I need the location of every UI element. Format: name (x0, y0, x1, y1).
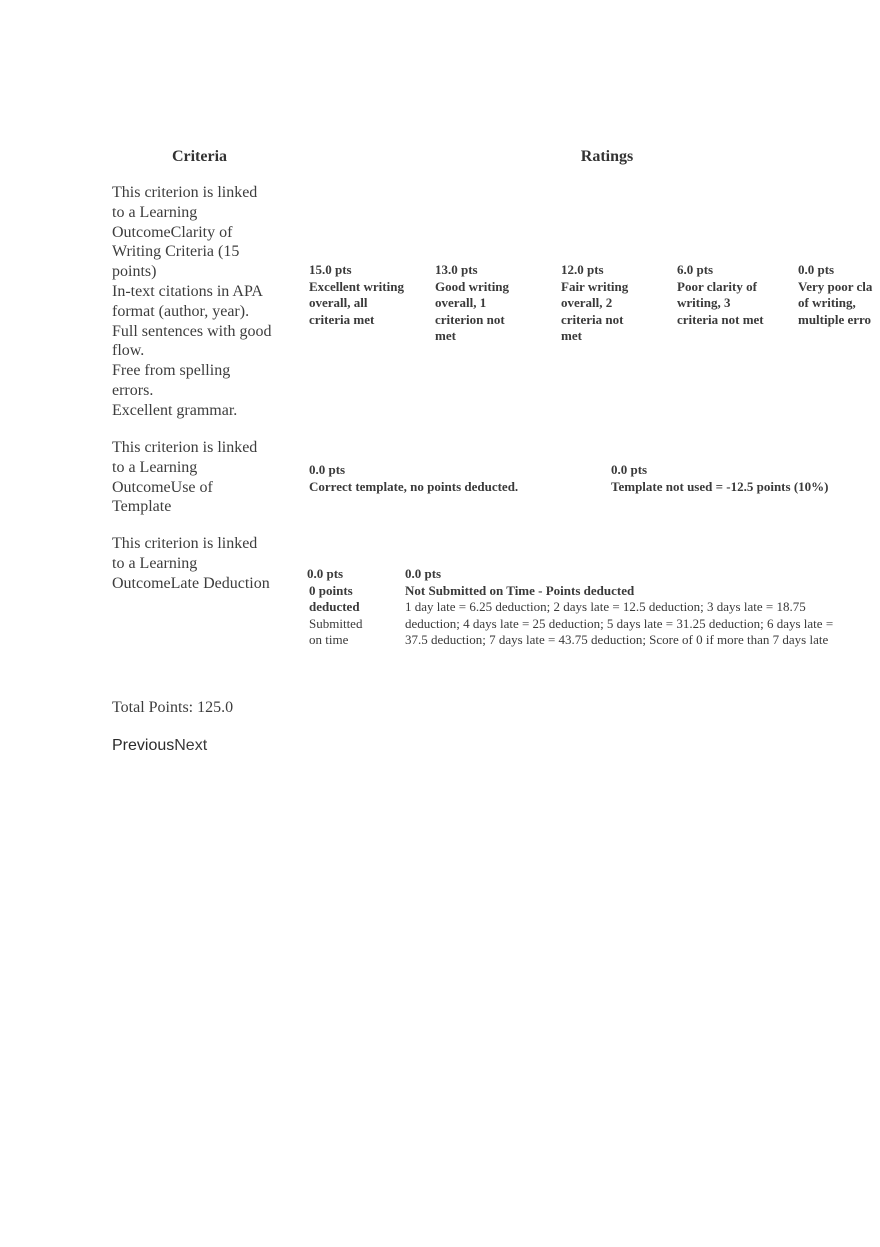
criterion-line: OutcomeLate Deduction (112, 574, 270, 592)
rating-0-pts (798, 262, 880, 328)
rating-desc-line: Poor clarity of (677, 278, 757, 294)
rating-desc-line: overall, 2 (561, 295, 613, 311)
criterion-line: OutcomeClarity of (112, 223, 233, 241)
total-points: Total Points: 125.0 (112, 699, 234, 716)
criterion-line: Excellent grammar. (112, 401, 238, 419)
rating-desc-line: criteria not (561, 311, 624, 327)
rating-correct-template (309, 462, 518, 495)
rating-desc-line: multiple erro (798, 311, 872, 327)
ratings-header: Ratings (580, 148, 634, 165)
rating-desc-line: deduction; 4 days late = 25 deduction; 5 days late = 31.25 deduction; 6 days late = (405, 615, 834, 631)
rating-points: 0.0 pts (405, 566, 442, 581)
criterion-line: to a Learning (112, 203, 198, 221)
rating-points: 0.0 pts (307, 566, 344, 581)
rating-desc-line: criteria met (309, 311, 375, 327)
criterion-line: This criterion is linked (112, 535, 258, 552)
rating-desc-line: 37.5 deduction; 7 days late = 43.75 deduction; Score of 0 if more than 7 days late (405, 632, 829, 648)
rating-desc-line: overall, all (309, 295, 368, 311)
next-button[interactable]: Next (174, 737, 208, 754)
criterion-line: Full sentences with good (112, 322, 272, 340)
criterion-clarity-of-writing (112, 183, 292, 421)
rating-template-not-used (611, 462, 828, 495)
criteria-header: Criteria (171, 148, 228, 165)
criterion-line: Free from spelling (112, 362, 231, 380)
previous-button[interactable]: Previous (112, 737, 175, 754)
rating-points: 0.0 pts (798, 262, 835, 277)
criterion-line: This criterion is linked (112, 184, 258, 201)
rating-desc-line: criteria not met (677, 311, 764, 327)
rating-15-pts (309, 262, 404, 328)
criterion-line: to a Learning (112, 554, 198, 572)
criterion-line: Template (112, 498, 172, 516)
rating-points: 12.0 pts (561, 262, 604, 277)
rating-desc-line: on time (309, 632, 349, 648)
rating-desc-line: Excellent writing (309, 278, 404, 294)
criterion-line: to a Learning (112, 458, 198, 476)
criterion-line: OutcomeUse of (112, 478, 213, 496)
criterion-line: Writing Criteria (15 (112, 243, 240, 261)
criterion-late-deduction (112, 534, 292, 593)
criterion-line: format (author, year). (112, 302, 250, 320)
criterion-line: In-text citations in APA (112, 282, 263, 300)
pagination-nav (112, 737, 207, 755)
rating-desc-line: overall, 1 (435, 295, 487, 311)
rating-12-pts (561, 262, 628, 345)
criterion-line: flow. (112, 342, 145, 360)
criterion-line: points) (112, 263, 157, 281)
rating-points: 0.0 pts (611, 462, 648, 477)
rating-desc-line: met (435, 328, 456, 344)
rating-desc-line: of writing, (798, 295, 856, 311)
rating-points: 15.0 pts (309, 262, 352, 277)
criterion-line: This criterion is linked (112, 439, 258, 456)
rating-points: 0.0 pts (309, 462, 346, 477)
rating-title-line: deducted (309, 599, 360, 615)
rating-desc-line: criterion not (435, 311, 505, 327)
rating-13-pts (435, 262, 509, 345)
rating-points: 13.0 pts (435, 262, 478, 277)
rating-points: 6.0 pts (677, 262, 714, 277)
criterion-use-of-template (112, 438, 292, 517)
rating-desc-line: 1 day late = 6.25 deduction; 2 days late = 12.5 deduction; 3 days late = 18.75 (405, 599, 806, 615)
rating-desc-line: Template not used = -12.5 points (10%) (611, 478, 829, 494)
rating-6-pts (677, 262, 764, 328)
rating-desc-line: Fair writing (561, 278, 629, 294)
rating-desc-line: met (561, 328, 582, 344)
rating-not-on-time (405, 566, 880, 649)
rating-title-line: Not Submitted on Time - Points deducted (405, 582, 635, 598)
criterion-line: errors. (112, 381, 154, 399)
rating-desc-line: writing, 3 (677, 295, 731, 311)
rating-desc-line: Correct template, no points deducted. (309, 478, 519, 494)
rating-title-line: 0 points (309, 582, 353, 598)
rating-desc-line: Submitted (309, 615, 363, 631)
rating-desc-line: Good writing (435, 278, 510, 294)
rating-desc-line: Very poor cla (798, 278, 873, 294)
rating-on-time (309, 566, 362, 649)
